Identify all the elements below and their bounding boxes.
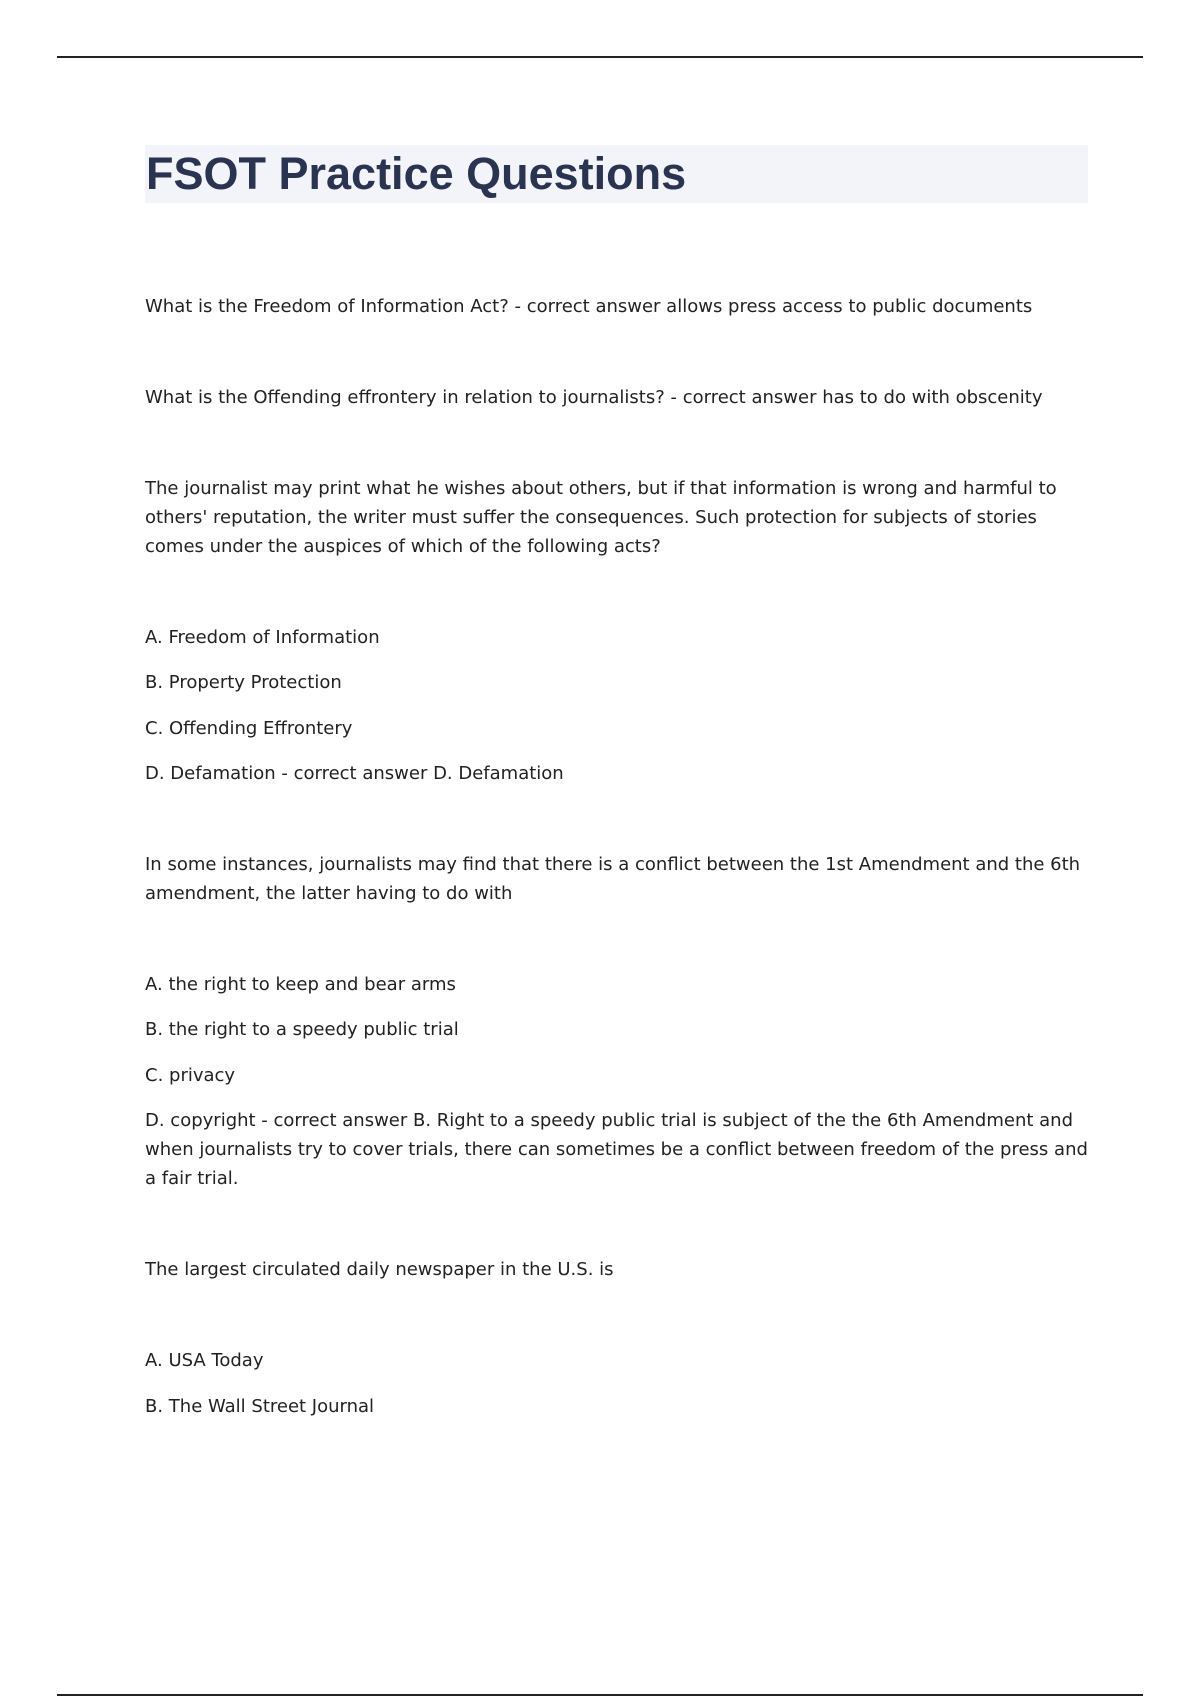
question-amendment-line-1: In some instances, journalists may find that there is a conflict between the 1st Amendment and the 6th: [145, 854, 1081, 875]
option-b: B. Property Protection: [145, 672, 342, 693]
question-defamation-line-3: comes under the auspices of which of the following acts?: [145, 536, 661, 557]
question-defamation-line-1: The journalist may print what he wishes about others, but if that information is wrong and harmful to: [145, 478, 1057, 499]
question-defamation-line-2: others' reputation, the writer must suffer the consequences. Such protection for subjects of stories: [145, 507, 1037, 528]
option-c: C. privacy: [145, 1065, 236, 1086]
top-divider: [57, 56, 1143, 58]
page-title: FSOT Practice Questions: [146, 148, 687, 199]
option-d-answer: D. Defamation - correct answer D. Defamation: [145, 763, 564, 784]
option-a: A. USA Today: [145, 1350, 264, 1371]
option-a: A. the right to keep and bear arms: [145, 974, 456, 995]
bottom-divider: [57, 1694, 1143, 1696]
option-d-answer-line-1: D. copyright - correct answer B. Right to a speedy public trial is subject of the the 6th Amendment and: [145, 1110, 1074, 1131]
question-amendment-line-2: amendment, the latter having to do with: [145, 883, 513, 904]
option-c: C. Offending Effrontery: [145, 718, 353, 739]
option-a: A. Freedom of Information: [145, 627, 380, 648]
qa-offending-effrontery: What is the Offending effrontery in relation to journalists? - correct answer has to do with obscenity: [145, 387, 1043, 408]
option-b: B. The Wall Street Journal: [145, 1396, 375, 1417]
option-d-answer-line-3: a fair trial.: [145, 1168, 239, 1189]
qa-freedom-of-information: What is the Freedom of Information Act? - correct answer allows press access to public documents: [145, 296, 1033, 317]
question-newspaper: The largest circulated daily newspaper in the U.S. is: [145, 1259, 614, 1280]
option-d-answer-line-2: when journalists try to cover trials, there can sometimes be a conflict between freedom of the press and: [145, 1139, 1088, 1160]
option-b: B. the right to a speedy public trial: [145, 1019, 459, 1040]
